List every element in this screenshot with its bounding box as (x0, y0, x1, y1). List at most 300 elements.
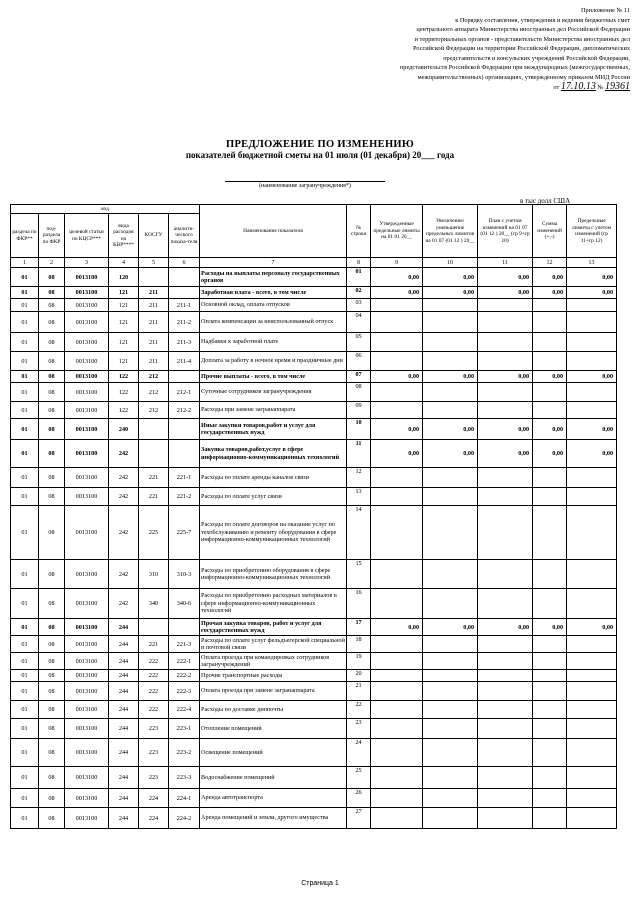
col-number: 11 (478, 258, 533, 268)
code-cell: 223 (139, 719, 169, 739)
amount-cell: 0,00 (567, 419, 617, 440)
amount-cell (533, 589, 567, 619)
code-cell: 01 (11, 589, 39, 619)
row-number: 20 (347, 670, 371, 682)
amount-cell (478, 767, 533, 789)
amount-cell: 0,00 (567, 440, 617, 468)
code-cell: 244 (109, 767, 139, 789)
code-cell: 242 (109, 560, 139, 589)
row-number: 27 (347, 808, 371, 829)
amount-cell (533, 468, 567, 488)
amount-cell (567, 333, 617, 352)
code-cell: 08 (39, 701, 65, 719)
row-number: 14 (347, 506, 371, 560)
table-row (11, 371, 617, 383)
kod-header: код (11, 205, 200, 214)
code-cell: 08 (39, 352, 65, 371)
code-cell (169, 371, 200, 383)
amount-cell (478, 468, 533, 488)
indicator-name: Расходы по оплате договоров на оказание услуг по техобслуживанию и ремонту оборудования в сфере информационно-коммуникационных технологий (200, 506, 347, 560)
amount-cell (371, 808, 423, 829)
row-number: 06 (347, 352, 371, 371)
indicator-name: Аренда помещений и земли, другого имущества (200, 808, 347, 829)
code-cell: 01 (11, 789, 39, 808)
title-line-1: ПРЕДЛОЖЕНИЕ ПО ИЗМЕНЕНИЮ (226, 139, 414, 150)
table-row (11, 701, 617, 719)
indicator-name: Иные закупки товаров,работ и услуг для государственных нужд (200, 419, 347, 440)
code-cell: 08 (39, 402, 65, 419)
code-cell: 0013100 (65, 488, 109, 506)
code-cell: 01 (11, 488, 39, 506)
amount-cell (533, 506, 567, 560)
amount-cell (478, 808, 533, 829)
amount-cell (371, 299, 423, 312)
code-cell: 244 (109, 619, 139, 636)
code-cell: 225-7 (169, 506, 200, 560)
amount-cell: 0,00 (567, 619, 617, 636)
amount-cell: 0,00 (478, 287, 533, 299)
code-cell: 01 (11, 402, 39, 419)
amount-cell (371, 468, 423, 488)
code-cell: 340-6 (169, 589, 200, 619)
code-cell: 01 (11, 767, 39, 789)
header-note-line: Российской Федерации на территории Российской Федерации, дипломатических (413, 45, 630, 52)
amount-cell (567, 701, 617, 719)
indicator-name: Аренда автотранспорта (200, 789, 347, 808)
amount-cell (478, 352, 533, 371)
code-cell: 121 (109, 287, 139, 299)
code-cell: 121 (109, 299, 139, 312)
code-cell: 08 (39, 619, 65, 636)
code-cell: 212-2 (169, 402, 200, 419)
code-cell: 01 (11, 287, 39, 299)
code-cell: 01 (11, 352, 39, 371)
amount-cell (478, 739, 533, 767)
code-cell: 08 (39, 506, 65, 560)
indicator-name: Расходы по оплате услуг фельдъегерской специальной и почтовой связи (201, 636, 345, 651)
amount-cell (567, 739, 617, 767)
code-cell: 08 (39, 789, 65, 808)
amount-cell (533, 636, 567, 653)
amount-cell (371, 767, 423, 789)
code-cell: 0013100 (65, 789, 109, 808)
code-cell: 0013100 (65, 701, 109, 719)
from-label: от (553, 84, 560, 91)
code-cell: 122 (109, 371, 139, 383)
code-cell: 08 (39, 440, 65, 468)
code-cell: 0013100 (65, 371, 109, 383)
table-row (11, 767, 617, 789)
amount-cell (533, 739, 567, 767)
amount-cell: 0,00 (423, 268, 478, 287)
amount-cell (423, 468, 478, 488)
code-cell: 0013100 (65, 636, 109, 653)
amount-cell (423, 719, 478, 739)
title-line-2: показателей бюджетной сметы на 01 июля (01 декабря) 20___ года (185, 150, 455, 160)
table-row (11, 560, 617, 589)
code-cell: 211-1 (169, 299, 200, 312)
amount-cell (371, 560, 423, 589)
code-cell: 01 (11, 808, 39, 829)
amount-cell (371, 789, 423, 808)
table-row (11, 506, 617, 560)
row-number: 22 (347, 701, 371, 719)
code-cell: 310-3 (169, 560, 200, 589)
amount-cell (567, 488, 617, 506)
code-cell: 0013100 (65, 506, 109, 560)
amount-cell (371, 739, 423, 767)
amount-cell: 0,00 (533, 440, 567, 468)
code-cell: 08 (39, 682, 65, 701)
code-cell: 221-3 (169, 636, 200, 653)
table-row (11, 402, 617, 419)
indicator-name: Расходы по приобретению расходных материалов в сфере информационно-коммуникационных технологий (200, 589, 347, 619)
table-row (11, 808, 617, 829)
table-row (11, 739, 617, 767)
col12-header: Сумма изменений (+,-) (533, 205, 567, 258)
row-number: 10 (347, 419, 371, 440)
amount-cell (533, 488, 567, 506)
indicator-name: Расходы по оплате услуг связи (200, 488, 347, 506)
row-number: 03 (347, 299, 371, 312)
document-title (0, 139, 640, 161)
amount-cell (478, 560, 533, 589)
code-cell: 211-3 (169, 333, 200, 352)
col6-header: аналити-ческого показа-теля (169, 214, 200, 258)
amount-cell (478, 682, 533, 701)
table-row (11, 352, 617, 371)
indicator-name: Отопление помещений (200, 719, 347, 739)
code-cell: 08 (39, 383, 65, 402)
table-row (11, 383, 617, 402)
code-cell: 0013100 (65, 619, 109, 636)
code-cell: 221-2 (169, 488, 200, 506)
table-row (11, 488, 617, 506)
code-cell: 08 (39, 299, 65, 312)
code-cell: 121 (109, 333, 139, 352)
code-cell: 242 (109, 506, 139, 560)
code-cell: 0013100 (65, 312, 109, 333)
amount-cell (567, 589, 617, 619)
code-cell: 221 (139, 468, 169, 488)
code-cell: 01 (11, 636, 39, 653)
code-cell: 01 (11, 440, 39, 468)
amount-cell (567, 312, 617, 333)
indicator-name: Основной оклад, оплата отпусков (200, 299, 347, 312)
col7-header: Наименование показателя (200, 205, 347, 258)
indicator-name: Прочие транспортные расходы (200, 670, 347, 682)
code-cell: 242 (109, 468, 139, 488)
code-cell: 0013100 (65, 653, 109, 670)
col3-header: целевой статьи по КЦСР*** (65, 214, 109, 258)
code-cell: 0013100 (65, 352, 109, 371)
amount-cell: 0,00 (533, 619, 567, 636)
code-cell (169, 619, 200, 636)
code-cell: 212 (139, 402, 169, 419)
code-cell (169, 268, 200, 287)
code-cell: 242 (109, 488, 139, 506)
code-cell: 224 (139, 808, 169, 829)
indicator-name: Расходы по приобретению оборудования в сфере информационно-коммуникационных технологий (200, 560, 347, 589)
code-cell: 211 (139, 299, 169, 312)
code-cell: 244 (109, 653, 139, 670)
amount-cell (533, 352, 567, 371)
code-cell: 211-4 (169, 352, 200, 371)
row-number: 02 (347, 287, 371, 299)
col-number: 12 (533, 258, 567, 268)
code-cell: 224 (139, 789, 169, 808)
amount-cell (567, 402, 617, 419)
code-cell: 0013100 (65, 383, 109, 402)
code-cell: 08 (39, 468, 65, 488)
code-cell: 212 (139, 383, 169, 402)
amount-cell: 0,00 (423, 440, 478, 468)
amount-cell (533, 653, 567, 670)
amount-cell (423, 506, 478, 560)
code-cell: 0013100 (65, 739, 109, 767)
col13-header: Предельные лимиты с учетом изменений (гр 11+гр 12) (567, 205, 617, 258)
estimate-table (10, 204, 617, 829)
amount-cell: 0,00 (371, 287, 423, 299)
amount-cell (371, 589, 423, 619)
col-number: 2 (39, 258, 65, 268)
code-cell: 122 (109, 402, 139, 419)
code-cell: 340 (139, 589, 169, 619)
amount-cell (371, 402, 423, 419)
amount-cell (423, 560, 478, 589)
row-number: 01 (347, 268, 371, 287)
amount-cell: 0,00 (423, 371, 478, 383)
table-row (11, 789, 617, 808)
amount-cell (423, 402, 478, 419)
col-number: 5 (139, 258, 169, 268)
col8-header: № строки (347, 205, 371, 258)
row-number: 17 (347, 619, 371, 636)
code-cell: 221-1 (169, 468, 200, 488)
amount-cell (423, 312, 478, 333)
amount-cell (371, 383, 423, 402)
amount-cell (533, 767, 567, 789)
code-cell: 08 (39, 739, 65, 767)
code-cell: 0013100 (65, 808, 109, 829)
table-row (11, 670, 617, 682)
amount-cell (567, 789, 617, 808)
indicator-name: Надбавки к заработной плате (200, 333, 347, 352)
indicator-name: Водоснабжение помещений (200, 767, 347, 789)
amount-cell (533, 299, 567, 312)
row-number: 16 (347, 589, 371, 619)
code-cell: 225 (139, 506, 169, 560)
code-cell: 08 (39, 636, 65, 653)
code-cell: 221 (139, 636, 169, 653)
amount-cell (423, 636, 478, 653)
code-cell: 0013100 (65, 589, 109, 619)
header-note-line: представительств и консульских учреждений Российской Федерации, (443, 54, 630, 62)
code-cell: 242 (109, 589, 139, 619)
amount-cell (478, 589, 533, 619)
code-cell: 0013100 (65, 682, 109, 701)
amount-cell (478, 506, 533, 560)
amount-cell: 0,00 (567, 287, 617, 299)
header-note-line: представительств Российской Федерации при международных (межгосударственных, (399, 64, 630, 71)
amount-cell (567, 653, 617, 670)
code-cell: 01 (11, 371, 39, 383)
row-number: 13 (347, 488, 371, 506)
code-cell (169, 440, 200, 468)
amount-cell (567, 636, 617, 653)
code-cell: 211 (139, 333, 169, 352)
code-cell: 222 (139, 682, 169, 701)
col2-header: под-раздела по ФКР (39, 214, 65, 258)
amount-cell: 0,00 (478, 619, 533, 636)
code-cell: 01 (11, 619, 39, 636)
order-date: 17.10.13 (560, 81, 596, 92)
row-number: 24 (347, 739, 371, 767)
table-row (11, 468, 617, 488)
amount-cell (423, 808, 478, 829)
code-cell (169, 419, 200, 440)
code-cell: 08 (39, 488, 65, 506)
code-cell: 212-1 (169, 383, 200, 402)
code-cell: 01 (11, 653, 39, 670)
indicator-name: Закупка товаров,работ,услуг в сфере информационно-коммуникационных технологий (200, 440, 347, 468)
amount-cell (478, 383, 533, 402)
order-number: 19361 (605, 81, 630, 92)
code-cell: 223-2 (169, 739, 200, 767)
header-note-line: Приложение № 11 (580, 7, 630, 14)
code-cell: 0013100 (65, 419, 109, 440)
amount-cell (371, 488, 423, 506)
code-cell: 01 (11, 560, 39, 589)
code-cell: 223 (139, 739, 169, 767)
code-cell: 242 (109, 440, 139, 468)
amount-cell (533, 808, 567, 829)
table-row (11, 333, 617, 352)
code-cell: 08 (39, 670, 65, 682)
code-cell: 222-3 (169, 682, 200, 701)
code-cell (139, 440, 169, 468)
amount-cell: 0,00 (423, 619, 478, 636)
code-cell: 211-2 (169, 312, 200, 333)
code-cell: 310 (139, 560, 169, 589)
amount-cell (423, 789, 478, 808)
amount-cell (533, 719, 567, 739)
code-cell: 0013100 (65, 402, 109, 419)
indicator-name: Оплата проезда при командировках сотрудников загранучреждений (200, 653, 347, 670)
indicator-name: Расходы по оплате аренды каналов связи (200, 468, 347, 488)
row-number: 19 (347, 653, 371, 670)
code-cell: 244 (109, 808, 139, 829)
code-cell: 121 (109, 352, 139, 371)
indicator-name: Расходы по доставке диппочты (200, 701, 347, 719)
table-row (11, 719, 617, 739)
code-cell: 211 (139, 352, 169, 371)
column-numbers-row (11, 258, 617, 268)
amount-cell (423, 299, 478, 312)
amount-cell (423, 682, 478, 701)
col4-header: вида расходов по КВР**** (109, 214, 139, 258)
col-number: 7 (200, 258, 347, 268)
table-row (11, 653, 617, 670)
code-cell: 01 (11, 719, 39, 739)
code-cell: 224-1 (169, 789, 200, 808)
code-cell: 121 (109, 312, 139, 333)
code-cell (169, 287, 200, 299)
code-cell: 244 (109, 739, 139, 767)
amount-cell (567, 352, 617, 371)
amount-cell (371, 352, 423, 371)
code-cell: 222 (139, 653, 169, 670)
code-cell: 08 (39, 312, 65, 333)
code-cell: 01 (11, 506, 39, 560)
amount-cell: 0,00 (371, 419, 423, 440)
amount-cell (371, 333, 423, 352)
code-cell: 01 (11, 682, 39, 701)
amount-cell (533, 333, 567, 352)
code-cell: 01 (11, 419, 39, 440)
row-number: 18 (347, 636, 371, 653)
code-cell: 120 (109, 268, 139, 287)
units-label: в тыс долл США (520, 197, 571, 205)
amount-cell (478, 719, 533, 739)
code-cell: 01 (11, 670, 39, 682)
header-note-line: и территориальных органов - представительств Министерства иностранных дел (414, 35, 630, 43)
code-cell: 221 (139, 488, 169, 506)
table-row (11, 682, 617, 701)
amount-cell (371, 653, 423, 670)
col-number: 3 (65, 258, 109, 268)
amount-cell (423, 653, 478, 670)
col-number: 1 (11, 258, 39, 268)
amount-cell: 0,00 (567, 371, 617, 383)
code-cell: 212 (139, 371, 169, 383)
code-cell: 08 (39, 589, 65, 619)
code-cell: 01 (11, 333, 39, 352)
code-cell: 223 (139, 767, 169, 789)
table-row (11, 619, 617, 636)
row-number: 21 (347, 682, 371, 701)
amount-cell (371, 719, 423, 739)
code-cell: 222-1 (169, 653, 200, 670)
col-number: 9 (371, 258, 423, 268)
code-cell: 211 (139, 312, 169, 333)
code-cell: 0013100 (65, 767, 109, 789)
amount-cell (371, 312, 423, 333)
header-note-line: межправительственных) организациях, утвержденному приказом МИД России (417, 73, 630, 81)
table-row (11, 636, 617, 653)
amount-cell (567, 767, 617, 789)
amount-cell (533, 670, 567, 682)
row-number: 15 (347, 560, 371, 589)
code-cell: 0013100 (65, 268, 109, 287)
amount-cell (533, 789, 567, 808)
indicator-name: Оплата компенсации за неиспользованный отпуск (200, 312, 347, 333)
row-number: 11 (347, 440, 371, 468)
code-cell: 244 (109, 701, 139, 719)
code-cell: 0013100 (65, 333, 109, 352)
amount-cell (478, 299, 533, 312)
row-number: 26 (347, 789, 371, 808)
amount-cell (371, 506, 423, 560)
amount-cell: 0,00 (371, 619, 423, 636)
row-number: 04 (347, 312, 371, 333)
code-cell (139, 268, 169, 287)
amount-cell (423, 589, 478, 619)
header-note-line: к Порядку составления, утверждения и ведения бюджетных смет (455, 16, 630, 24)
amount-cell (567, 682, 617, 701)
amount-cell (371, 701, 423, 719)
code-cell: 211 (139, 287, 169, 299)
